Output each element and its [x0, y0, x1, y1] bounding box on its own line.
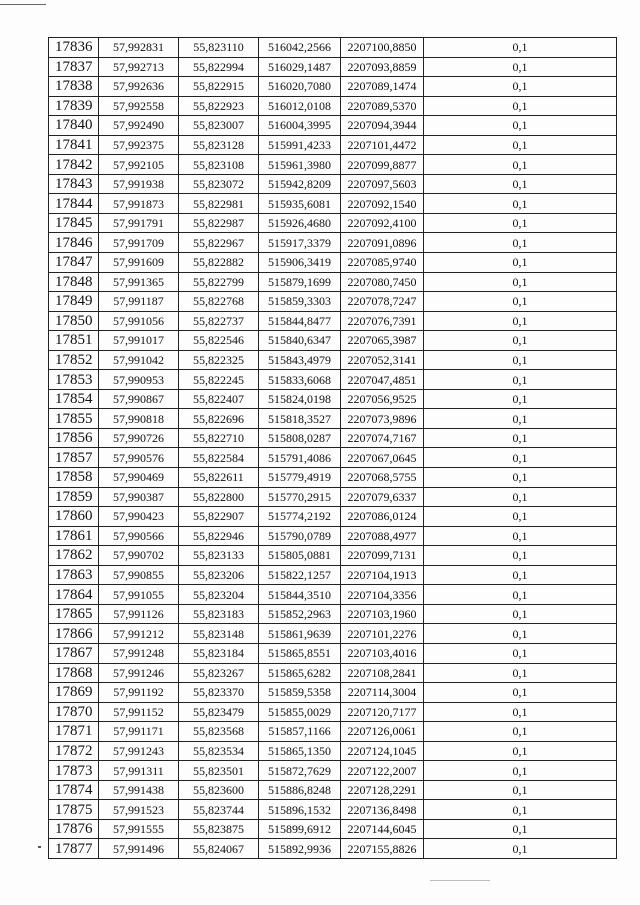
accuracy-cell: 0,1: [424, 741, 617, 761]
x-coordinate-cell: 515844,8477: [259, 311, 341, 331]
longitude-cell: 55,822325: [179, 350, 259, 370]
latitude-cell: 57,991248: [99, 643, 179, 663]
point-number-cell: 17859: [49, 487, 99, 507]
y-coordinate-cell: 2207126,0061: [341, 722, 424, 742]
x-coordinate-cell: 515896,1532: [259, 800, 341, 820]
accuracy-cell: 0,1: [424, 57, 617, 77]
table-row: [49, 116, 617, 136]
longitude-cell: 55,822799: [179, 272, 259, 292]
table-row: [49, 585, 617, 605]
accuracy-cell: 0,1: [424, 135, 617, 155]
accuracy-cell: 0,1: [424, 350, 617, 370]
x-coordinate-cell: 515843,4979: [259, 350, 341, 370]
longitude-cell: 55,822923: [179, 96, 259, 116]
table-row: [49, 546, 617, 566]
x-coordinate-cell: 515879,1699: [259, 272, 341, 292]
x-coordinate-cell: 515917,3379: [259, 233, 341, 253]
point-number-cell: 17861: [49, 526, 99, 546]
table-row: [49, 819, 617, 839]
point-number-cell: 17838: [49, 77, 99, 97]
accuracy-cell: 0,1: [424, 233, 617, 253]
longitude-cell: 55,822546: [179, 331, 259, 351]
table-row: [49, 839, 617, 859]
accuracy-cell: 0,1: [424, 643, 617, 663]
y-coordinate-cell: 2207101,2276: [341, 624, 424, 644]
y-coordinate-cell: 2207099,8877: [341, 155, 424, 175]
y-coordinate-cell: 2207073,9896: [341, 409, 424, 429]
table-row: [49, 174, 617, 194]
y-coordinate-cell: 2207088,4977: [341, 526, 424, 546]
longitude-cell: 55,822710: [179, 428, 259, 448]
y-coordinate-cell: 2207114,3004: [341, 683, 424, 703]
table-row: [49, 663, 617, 683]
table-row: [49, 350, 617, 370]
x-coordinate-cell: 515855,0029: [259, 702, 341, 722]
accuracy-cell: 0,1: [424, 311, 617, 331]
table-row: [49, 57, 617, 77]
accuracy-cell: 0,1: [424, 272, 617, 292]
table-row: [49, 604, 617, 624]
point-number-cell: 17848: [49, 272, 99, 292]
table-row: [49, 331, 617, 351]
y-coordinate-cell: 2207124,1045: [341, 741, 424, 761]
latitude-cell: 57,991056: [99, 311, 179, 331]
y-coordinate-cell: 2207103,4016: [341, 643, 424, 663]
point-number-cell: 17868: [49, 663, 99, 683]
latitude-cell: 57,991212: [99, 624, 179, 644]
longitude-cell: 55,822967: [179, 233, 259, 253]
x-coordinate-cell: 515892,9936: [259, 839, 341, 859]
latitude-cell: 57,990726: [99, 428, 179, 448]
y-coordinate-cell: 2207136,8498: [341, 800, 424, 820]
y-coordinate-cell: 2207108,2841: [341, 663, 424, 683]
point-number-cell: 17850: [49, 311, 99, 331]
longitude-cell: 55,823479: [179, 702, 259, 722]
accuracy-cell: 0,1: [424, 702, 617, 722]
latitude-cell: 57,990423: [99, 507, 179, 527]
y-coordinate-cell: 2207080,7450: [341, 272, 424, 292]
point-number-cell: 17874: [49, 780, 99, 800]
point-number-cell: 17854: [49, 389, 99, 409]
longitude-cell: 55,823128: [179, 135, 259, 155]
point-number-cell: 17842: [49, 155, 99, 175]
x-coordinate-cell: 515859,5358: [259, 683, 341, 703]
table-row: [49, 389, 617, 409]
y-coordinate-cell: 2207047,4851: [341, 370, 424, 390]
table-row: [49, 507, 617, 527]
table-row: [49, 741, 617, 761]
point-number-cell: 17862: [49, 546, 99, 566]
latitude-cell: 57,991365: [99, 272, 179, 292]
accuracy-cell: 0,1: [424, 487, 617, 507]
latitude-cell: 57,990818: [99, 409, 179, 429]
table-row: [49, 194, 617, 214]
y-coordinate-cell: 2207085,9740: [341, 253, 424, 273]
point-number-cell: 17860: [49, 507, 99, 527]
latitude-cell: 57,990576: [99, 448, 179, 468]
latitude-cell: 57,991438: [99, 780, 179, 800]
x-coordinate-cell: 515844,3510: [259, 585, 341, 605]
y-coordinate-cell: 2207104,3356: [341, 585, 424, 605]
longitude-cell: 55,823568: [179, 722, 259, 742]
point-number-cell: 17847: [49, 253, 99, 273]
point-number-cell: 17877: [49, 839, 99, 859]
longitude-cell: 55,823204: [179, 585, 259, 605]
point-number-cell: 17839: [49, 96, 99, 116]
y-coordinate-cell: 2207101,4472: [341, 135, 424, 155]
x-coordinate-cell: 515935,6081: [259, 194, 341, 214]
accuracy-cell: 0,1: [424, 116, 617, 136]
accuracy-cell: 0,1: [424, 253, 617, 273]
y-coordinate-cell: 2207097,5603: [341, 174, 424, 194]
x-coordinate-cell: 515805,0881: [259, 546, 341, 566]
latitude-cell: 57,992105: [99, 155, 179, 175]
y-coordinate-cell: 2207091,0896: [341, 233, 424, 253]
point-number-cell: 17856: [49, 428, 99, 448]
longitude-cell: 55,822907: [179, 507, 259, 527]
y-coordinate-cell: 2207144,6045: [341, 819, 424, 839]
longitude-cell: 55,823267: [179, 663, 259, 683]
table-row: [49, 448, 617, 468]
x-coordinate-cell: 515770,2915: [259, 487, 341, 507]
longitude-cell: 55,822994: [179, 57, 259, 77]
scan-artifact-top: [0, 4, 46, 5]
accuracy-cell: 0,1: [424, 507, 617, 527]
accuracy-cell: 0,1: [424, 174, 617, 194]
table-row: [49, 272, 617, 292]
table-row: [49, 800, 617, 820]
y-coordinate-cell: 2207079,6337: [341, 487, 424, 507]
table-row: [49, 155, 617, 175]
point-number-cell: 17870: [49, 702, 99, 722]
y-coordinate-cell: 2207122,2007: [341, 761, 424, 781]
x-coordinate-cell: 515852,2963: [259, 604, 341, 624]
table-row: [49, 213, 617, 233]
point-number-cell: 17857: [49, 448, 99, 468]
longitude-cell: 55,823875: [179, 819, 259, 839]
table-row: [49, 722, 617, 742]
longitude-cell: 55,823110: [179, 38, 259, 58]
point-number-cell: 17865: [49, 604, 99, 624]
point-number-cell: 17849: [49, 292, 99, 312]
point-number-cell: 17875: [49, 800, 99, 820]
y-coordinate-cell: 2207086,0124: [341, 507, 424, 527]
y-coordinate-cell: 2207103,1960: [341, 604, 424, 624]
table-row: [49, 311, 617, 331]
x-coordinate-cell: 515942,8209: [259, 174, 341, 194]
accuracy-cell: 0,1: [424, 331, 617, 351]
latitude-cell: 57,990387: [99, 487, 179, 507]
latitude-cell: 57,991555: [99, 819, 179, 839]
accuracy-cell: 0,1: [424, 761, 617, 781]
longitude-cell: 55,823133: [179, 546, 259, 566]
point-number-cell: 17853: [49, 370, 99, 390]
x-coordinate-cell: 515808,0287: [259, 428, 341, 448]
table-row: [49, 409, 617, 429]
longitude-cell: 55,823108: [179, 155, 259, 175]
longitude-cell: 55,823600: [179, 780, 259, 800]
longitude-cell: 55,822245: [179, 370, 259, 390]
longitude-cell: 55,822987: [179, 213, 259, 233]
table-row: [49, 761, 617, 781]
longitude-cell: 55,823206: [179, 565, 259, 585]
latitude-cell: 57,991243: [99, 741, 179, 761]
latitude-cell: 57,991042: [99, 350, 179, 370]
longitude-cell: 55,822915: [179, 77, 259, 97]
table-row: [49, 526, 617, 546]
y-coordinate-cell: 2207089,1474: [341, 77, 424, 97]
accuracy-cell: 0,1: [424, 155, 617, 175]
accuracy-cell: 0,1: [424, 77, 617, 97]
point-number-cell: 17867: [49, 643, 99, 663]
longitude-cell: 55,823744: [179, 800, 259, 820]
x-coordinate-cell: 515790,0789: [259, 526, 341, 546]
accuracy-cell: 0,1: [424, 38, 617, 58]
latitude-cell: 57,991126: [99, 604, 179, 624]
longitude-cell: 55,822584: [179, 448, 259, 468]
latitude-cell: 57,991192: [99, 683, 179, 703]
y-coordinate-cell: 2207056,9525: [341, 389, 424, 409]
longitude-cell: 55,823007: [179, 116, 259, 136]
y-coordinate-cell: 2207092,1540: [341, 194, 424, 214]
longitude-cell: 55,823501: [179, 761, 259, 781]
longitude-cell: 55,823072: [179, 174, 259, 194]
point-number-cell: 17871: [49, 722, 99, 742]
accuracy-cell: 0,1: [424, 194, 617, 214]
x-coordinate-cell: 515774,2192: [259, 507, 341, 527]
latitude-cell: 57,991938: [99, 174, 179, 194]
x-coordinate-cell: 515833,6068: [259, 370, 341, 390]
longitude-cell: 55,823370: [179, 683, 259, 703]
point-number-cell: 17852: [49, 350, 99, 370]
table-row: [49, 487, 617, 507]
coordinates-table: [48, 37, 617, 859]
latitude-cell: 57,990855: [99, 565, 179, 585]
x-coordinate-cell: 515906,3419: [259, 253, 341, 273]
y-coordinate-cell: 2207093,8859: [341, 57, 424, 77]
y-coordinate-cell: 2207052,3141: [341, 350, 424, 370]
latitude-cell: 57,991311: [99, 761, 179, 781]
longitude-cell: 55,823534: [179, 741, 259, 761]
longitude-cell: 55,822946: [179, 526, 259, 546]
table-row: [49, 38, 617, 58]
x-coordinate-cell: 515899,6912: [259, 819, 341, 839]
accuracy-cell: 0,1: [424, 213, 617, 233]
x-coordinate-cell: 516020,7080: [259, 77, 341, 97]
point-number-cell: 17841: [49, 135, 99, 155]
accuracy-cell: 0,1: [424, 526, 617, 546]
x-coordinate-cell: 515824,0198: [259, 389, 341, 409]
table-row: [49, 135, 617, 155]
latitude-cell: 57,991496: [99, 839, 179, 859]
accuracy-cell: 0,1: [424, 428, 617, 448]
x-coordinate-cell: 515865,1350: [259, 741, 341, 761]
latitude-cell: 57,992831: [99, 38, 179, 58]
y-coordinate-cell: 2207074,7167: [341, 428, 424, 448]
table-row: [49, 428, 617, 448]
x-coordinate-cell: 515961,3980: [259, 155, 341, 175]
accuracy-cell: 0,1: [424, 839, 617, 859]
point-number-cell: 17858: [49, 468, 99, 488]
x-coordinate-cell: 515872,7629: [259, 761, 341, 781]
latitude-cell: 57,990867: [99, 389, 179, 409]
longitude-cell: 55,822611: [179, 468, 259, 488]
point-number-cell: 17873: [49, 761, 99, 781]
longitude-cell: 55,822737: [179, 311, 259, 331]
latitude-cell: 57,992375: [99, 135, 179, 155]
x-coordinate-cell: 515886,8248: [259, 780, 341, 800]
accuracy-cell: 0,1: [424, 565, 617, 585]
longitude-cell: 55,822696: [179, 409, 259, 429]
latitude-cell: 57,990953: [99, 370, 179, 390]
accuracy-cell: 0,1: [424, 546, 617, 566]
point-number-cell: 17863: [49, 565, 99, 585]
x-coordinate-cell: 515991,4233: [259, 135, 341, 155]
x-coordinate-cell: 515926,4680: [259, 213, 341, 233]
coordinates-table-body: [49, 38, 617, 859]
point-number-cell: 17837: [49, 57, 99, 77]
table-row: [49, 253, 617, 273]
table-row: [49, 683, 617, 703]
y-coordinate-cell: 2207128,2291: [341, 780, 424, 800]
accuracy-cell: 0,1: [424, 292, 617, 312]
x-coordinate-cell: 515791,4086: [259, 448, 341, 468]
x-coordinate-cell: 515859,3303: [259, 292, 341, 312]
table-row: [49, 96, 617, 116]
latitude-cell: 57,991246: [99, 663, 179, 683]
accuracy-cell: 0,1: [424, 722, 617, 742]
table-row: [49, 565, 617, 585]
latitude-cell: 57,991709: [99, 233, 179, 253]
x-coordinate-cell: 515822,1257: [259, 565, 341, 585]
y-coordinate-cell: 2207104,1913: [341, 565, 424, 585]
accuracy-cell: 0,1: [424, 780, 617, 800]
x-coordinate-cell: 516012,0108: [259, 96, 341, 116]
table-row: [49, 468, 617, 488]
accuracy-cell: 0,1: [424, 585, 617, 605]
y-coordinate-cell: 2207076,7391: [341, 311, 424, 331]
x-coordinate-cell: 515865,8551: [259, 643, 341, 663]
y-coordinate-cell: 2207078,7247: [341, 292, 424, 312]
latitude-cell: 57,992713: [99, 57, 179, 77]
point-number-cell: 17869: [49, 683, 99, 703]
point-number-cell: 17844: [49, 194, 99, 214]
scan-artifact-bottom: [430, 880, 490, 881]
point-number-cell: 17866: [49, 624, 99, 644]
point-number-cell: 17872: [49, 741, 99, 761]
table-row: [49, 624, 617, 644]
accuracy-cell: 0,1: [424, 96, 617, 116]
point-number-cell: 17851: [49, 331, 99, 351]
y-coordinate-cell: 2207092,4100: [341, 213, 424, 233]
latitude-cell: 57,991791: [99, 213, 179, 233]
x-coordinate-cell: 515865,6282: [259, 663, 341, 683]
accuracy-cell: 0,1: [424, 819, 617, 839]
longitude-cell: 55,822768: [179, 292, 259, 312]
latitude-cell: 57,991523: [99, 800, 179, 820]
point-number-cell: 17843: [49, 174, 99, 194]
y-coordinate-cell: 2207067,0645: [341, 448, 424, 468]
latitude-cell: 57,992558: [99, 96, 179, 116]
longitude-cell: 55,824067: [179, 839, 259, 859]
point-number-cell: 17876: [49, 819, 99, 839]
accuracy-cell: 0,1: [424, 663, 617, 683]
point-number-cell: 17840: [49, 116, 99, 136]
longitude-cell: 55,823148: [179, 624, 259, 644]
latitude-cell: 57,991017: [99, 331, 179, 351]
x-coordinate-cell: 516004,3995: [259, 116, 341, 136]
accuracy-cell: 0,1: [424, 448, 617, 468]
longitude-cell: 55,822800: [179, 487, 259, 507]
accuracy-cell: 0,1: [424, 409, 617, 429]
latitude-cell: 57,991171: [99, 722, 179, 742]
accuracy-cell: 0,1: [424, 683, 617, 703]
point-number-cell: 17846: [49, 233, 99, 253]
y-coordinate-cell: 2207068,5755: [341, 468, 424, 488]
table-row: [49, 702, 617, 722]
y-coordinate-cell: 2207099,7131: [341, 546, 424, 566]
latitude-cell: 57,992490: [99, 116, 179, 136]
y-coordinate-cell: 2207094,3944: [341, 116, 424, 136]
table-row: [49, 643, 617, 663]
latitude-cell: 57,990469: [99, 468, 179, 488]
table-row: [49, 233, 617, 253]
x-coordinate-cell: 516029,1487: [259, 57, 341, 77]
point-number-cell: 17855: [49, 409, 99, 429]
table-row: [49, 780, 617, 800]
y-coordinate-cell: 2207120,7177: [341, 702, 424, 722]
latitude-cell: 57,991609: [99, 253, 179, 273]
latitude-cell: 57,990566: [99, 526, 179, 546]
table-row: [49, 292, 617, 312]
latitude-cell: 57,991055: [99, 585, 179, 605]
accuracy-cell: 0,1: [424, 370, 617, 390]
x-coordinate-cell: 515857,1166: [259, 722, 341, 742]
latitude-cell: 57,991187: [99, 292, 179, 312]
longitude-cell: 55,822981: [179, 194, 259, 214]
x-coordinate-cell: 516042,2566: [259, 38, 341, 58]
y-coordinate-cell: 2207065,3987: [341, 331, 424, 351]
longitude-cell: 55,822882: [179, 253, 259, 273]
accuracy-cell: 0,1: [424, 624, 617, 644]
latitude-cell: 57,991152: [99, 702, 179, 722]
point-number-cell: 17864: [49, 585, 99, 605]
point-number-cell: 17845: [49, 213, 99, 233]
x-coordinate-cell: 515840,6347: [259, 331, 341, 351]
accuracy-cell: 0,1: [424, 389, 617, 409]
accuracy-cell: 0,1: [424, 604, 617, 624]
point-number-cell: 17836: [49, 38, 99, 58]
latitude-cell: 57,991873: [99, 194, 179, 214]
y-coordinate-cell: 2207155,8826: [341, 839, 424, 859]
x-coordinate-cell: 515818,3527: [259, 409, 341, 429]
table-row: [49, 370, 617, 390]
x-coordinate-cell: 515861,9639: [259, 624, 341, 644]
table-row: [49, 77, 617, 97]
longitude-cell: 55,823184: [179, 643, 259, 663]
accuracy-cell: 0,1: [424, 468, 617, 488]
y-coordinate-cell: 2207089,5370: [341, 96, 424, 116]
scan-artifact-left: [38, 846, 41, 848]
accuracy-cell: 0,1: [424, 800, 617, 820]
x-coordinate-cell: 515779,4919: [259, 468, 341, 488]
latitude-cell: 57,992636: [99, 77, 179, 97]
longitude-cell: 55,822407: [179, 389, 259, 409]
longitude-cell: 55,823183: [179, 604, 259, 624]
latitude-cell: 57,990702: [99, 546, 179, 566]
y-coordinate-cell: 2207100,8850: [341, 38, 424, 58]
